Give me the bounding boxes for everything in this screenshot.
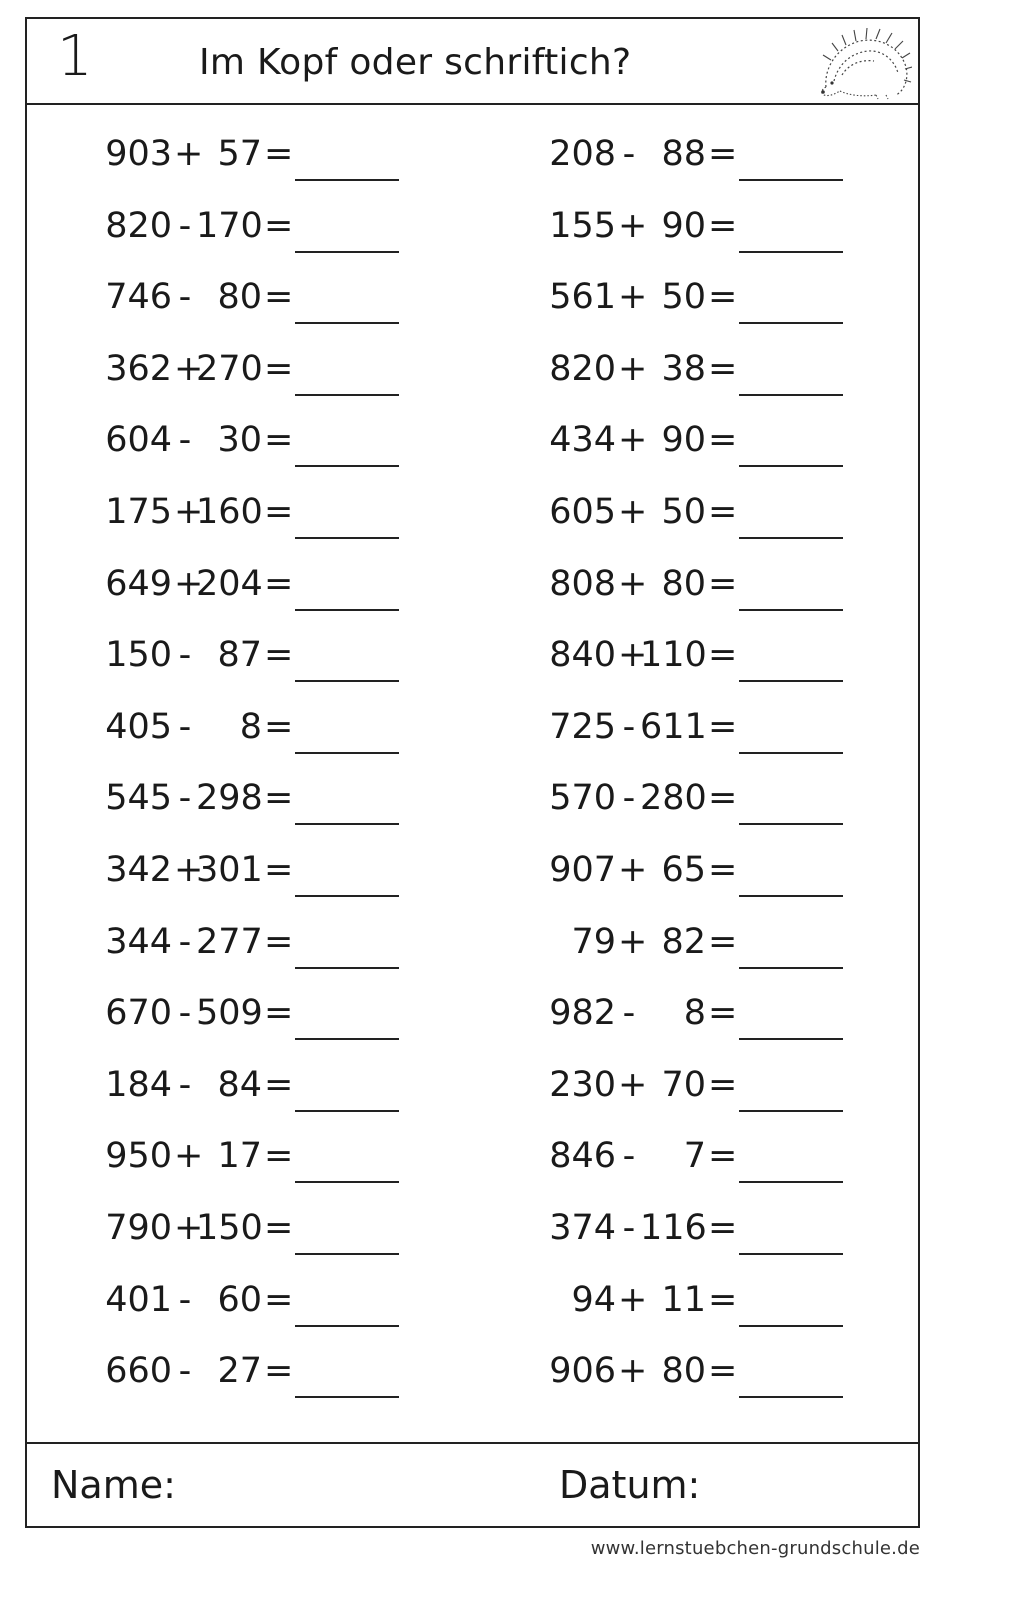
- answer-blank[interactable]: [295, 394, 399, 396]
- task-row: [546, 563, 876, 639]
- equals-sign: =: [708, 635, 738, 676]
- second-operand: 17: [217, 1136, 262, 1177]
- operator: +: [174, 1207, 204, 1248]
- second-operand: 204: [196, 563, 263, 604]
- task-row: [102, 134, 432, 209]
- equals-sign: =: [264, 491, 294, 532]
- answer-blank[interactable]: [295, 1181, 399, 1183]
- first-operand: 434: [549, 420, 616, 461]
- answer-blank[interactable]: [739, 1325, 843, 1327]
- second-operand: 116: [640, 1207, 707, 1248]
- first-operand: 950: [105, 1136, 172, 1177]
- task-row: [546, 1136, 876, 1211]
- first-operand: 808: [549, 563, 616, 604]
- operator: +: [618, 921, 648, 962]
- first-operand: 605: [549, 491, 616, 532]
- second-operand: 280: [640, 778, 707, 819]
- equals-sign: =: [264, 563, 294, 604]
- equals-sign: =: [264, 1064, 294, 1105]
- sheet-number: 1: [57, 24, 93, 89]
- task-row: [546, 277, 876, 352]
- first-operand: 94: [571, 1279, 616, 1320]
- task-row: [546, 1351, 876, 1426]
- operator: +: [618, 635, 648, 676]
- equals-sign: =: [708, 778, 738, 819]
- answer-blank[interactable]: [739, 1396, 843, 1398]
- operator: -: [178, 277, 192, 318]
- task-row: [546, 420, 876, 495]
- first-operand: 230: [549, 1064, 616, 1105]
- answer-blank[interactable]: [295, 1325, 399, 1327]
- equals-sign: =: [264, 205, 294, 246]
- worksheet-header: [27, 19, 918, 105]
- answer-blank[interactable]: [295, 1038, 399, 1040]
- first-operand: 725: [549, 706, 616, 747]
- first-operand: 561: [549, 277, 616, 318]
- answer-blank[interactable]: [295, 179, 399, 181]
- operator: +: [174, 134, 204, 174]
- task-row: [546, 1207, 876, 1283]
- task-row: [102, 706, 432, 782]
- first-operand: 906: [549, 1351, 616, 1392]
- answer-blank[interactable]: [739, 895, 843, 897]
- operator: -: [622, 134, 636, 174]
- operator: -: [622, 1207, 636, 1248]
- answer-blank[interactable]: [295, 537, 399, 539]
- operator: +: [618, 348, 648, 389]
- second-operand: 80: [661, 563, 706, 604]
- first-operand: 155: [549, 205, 616, 246]
- answer-blank[interactable]: [295, 609, 399, 611]
- task-row: [546, 706, 876, 782]
- operator: -: [178, 1351, 192, 1392]
- operator: +: [174, 1136, 204, 1177]
- second-operand: 7: [683, 1136, 706, 1177]
- second-operand: 150: [196, 1207, 263, 1248]
- answer-blank[interactable]: [295, 465, 399, 467]
- first-operand: 401: [105, 1279, 172, 1320]
- second-operand: 509: [196, 993, 263, 1034]
- answer-blank[interactable]: [739, 179, 843, 181]
- equals-sign: =: [264, 635, 294, 676]
- equals-sign: =: [708, 849, 738, 890]
- second-operand: 50: [661, 277, 706, 318]
- second-operand: 70: [661, 1064, 706, 1105]
- operator: +: [618, 205, 648, 246]
- second-operand: 57: [217, 134, 262, 174]
- task-row: [546, 635, 876, 710]
- equals-sign: =: [708, 1136, 738, 1177]
- task-row: [102, 778, 432, 853]
- answer-blank[interactable]: [295, 322, 399, 324]
- task-row: [546, 348, 876, 424]
- first-operand: 545: [105, 778, 172, 819]
- answer-blank[interactable]: [295, 1253, 399, 1255]
- first-operand: 374: [549, 1207, 616, 1248]
- first-operand: 790: [105, 1207, 172, 1248]
- first-operand: 820: [549, 348, 616, 389]
- task-row: [546, 849, 876, 925]
- equals-sign: =: [708, 205, 738, 246]
- first-operand: 746: [105, 277, 172, 318]
- answer-blank[interactable]: [739, 537, 843, 539]
- operator: +: [618, 849, 648, 890]
- second-operand: 30: [217, 420, 262, 461]
- first-operand: 150: [105, 635, 172, 676]
- task-row: [102, 348, 432, 424]
- first-operand: 649: [105, 563, 172, 604]
- first-operand: 342: [105, 849, 172, 890]
- name-label: Name:: [51, 1463, 176, 1507]
- worksheet: [25, 17, 920, 1528]
- answer-blank[interactable]: [295, 1396, 399, 1398]
- task-row: [102, 205, 432, 281]
- equals-sign: =: [264, 1279, 294, 1320]
- website-url: www.lernstuebchen-grundschule.de: [590, 1538, 920, 1559]
- operator: -: [622, 706, 636, 747]
- first-operand: 344: [105, 921, 172, 962]
- second-operand: 160: [196, 491, 263, 532]
- second-operand: 87: [217, 635, 262, 676]
- operator: +: [618, 1279, 648, 1320]
- task-row: [102, 1351, 432, 1426]
- equals-sign: =: [708, 563, 738, 604]
- answer-blank[interactable]: [739, 394, 843, 396]
- first-operand: 405: [105, 706, 172, 747]
- answer-blank[interactable]: [739, 1110, 843, 1112]
- equals-sign: =: [708, 993, 738, 1034]
- answer-blank[interactable]: [739, 967, 843, 969]
- answer-blank[interactable]: [739, 465, 843, 467]
- equals-sign: =: [264, 420, 294, 461]
- operator: -: [622, 1136, 636, 1177]
- equals-sign: =: [264, 277, 294, 318]
- answer-blank[interactable]: [739, 680, 843, 682]
- operator: -: [178, 778, 192, 819]
- second-operand: 90: [661, 205, 706, 246]
- equals-sign: =: [708, 706, 738, 747]
- answer-blank[interactable]: [295, 895, 399, 897]
- answer-blank[interactable]: [739, 1181, 843, 1183]
- first-operand: 982: [549, 993, 616, 1034]
- task-area: [27, 105, 918, 1446]
- task-row: [546, 491, 876, 567]
- second-operand: 170: [196, 205, 263, 246]
- answer-blank[interactable]: [295, 251, 399, 253]
- operator: -: [622, 778, 636, 819]
- task-row: [546, 205, 876, 281]
- task-row: [102, 277, 432, 352]
- operator: -: [178, 205, 192, 246]
- first-operand: 604: [105, 420, 172, 461]
- task-row: [102, 921, 432, 997]
- operator: -: [178, 1279, 192, 1320]
- operator: +: [618, 1064, 648, 1105]
- task-row: [102, 993, 432, 1068]
- equals-sign: =: [264, 706, 294, 747]
- answer-blank[interactable]: [739, 322, 843, 324]
- answer-blank[interactable]: [295, 680, 399, 682]
- second-operand: 50: [661, 491, 706, 532]
- operator: -: [178, 420, 192, 461]
- answer-blank[interactable]: [295, 967, 399, 969]
- answer-blank[interactable]: [739, 752, 843, 754]
- equals-sign: =: [264, 921, 294, 962]
- second-operand: 27: [217, 1351, 262, 1392]
- second-operand: 84: [217, 1064, 262, 1105]
- equals-sign: =: [708, 134, 738, 174]
- task-row: [546, 134, 876, 209]
- task-row: [102, 1207, 432, 1283]
- operator: -: [178, 706, 192, 747]
- second-operand: 270: [196, 348, 263, 389]
- operator: -: [178, 921, 192, 962]
- second-operand: 80: [661, 1351, 706, 1392]
- equals-sign: =: [264, 134, 294, 174]
- task-row: [102, 491, 432, 567]
- task-row: [546, 1064, 876, 1140]
- first-operand: 840: [549, 635, 616, 676]
- first-operand: 907: [549, 849, 616, 890]
- task-row: [546, 778, 876, 853]
- equals-sign: =: [708, 420, 738, 461]
- second-operand: 80: [217, 277, 262, 318]
- equals-sign: =: [264, 993, 294, 1034]
- second-operand: 65: [661, 849, 706, 890]
- operator: +: [618, 1351, 648, 1392]
- task-row: [102, 1064, 432, 1140]
- first-operand: 660: [105, 1351, 172, 1392]
- task-row: [546, 1279, 876, 1355]
- operator: -: [622, 993, 636, 1034]
- answer-blank[interactable]: [295, 823, 399, 825]
- equals-sign: =: [264, 849, 294, 890]
- second-operand: 110: [640, 635, 707, 676]
- task-column-left: [102, 134, 432, 1426]
- operator: -: [178, 1064, 192, 1105]
- operator: +: [174, 348, 204, 389]
- equals-sign: =: [264, 778, 294, 819]
- task-row: [102, 1136, 432, 1211]
- task-row: [102, 420, 432, 495]
- answer-blank[interactable]: [295, 752, 399, 754]
- operator: -: [178, 635, 192, 676]
- equals-sign: =: [708, 277, 738, 318]
- operator: +: [174, 849, 204, 890]
- second-operand: 277: [196, 921, 263, 962]
- first-operand: 903: [105, 134, 172, 174]
- equals-sign: =: [708, 921, 738, 962]
- task-row: [102, 563, 432, 639]
- operator: +: [174, 491, 204, 532]
- task-row: [102, 849, 432, 925]
- hedgehog-icon: [816, 25, 912, 101]
- second-operand: 8: [239, 706, 262, 747]
- equals-sign: =: [264, 1207, 294, 1248]
- first-operand: 184: [105, 1064, 172, 1105]
- equals-sign: =: [264, 348, 294, 389]
- first-operand: 570: [549, 778, 616, 819]
- operator: +: [618, 420, 648, 461]
- equals-sign: =: [708, 348, 738, 389]
- second-operand: 90: [661, 420, 706, 461]
- equals-sign: =: [708, 1064, 738, 1105]
- task-row: [102, 1279, 432, 1355]
- first-operand: 79: [571, 921, 616, 962]
- second-operand: 38: [661, 348, 706, 389]
- operator: +: [618, 563, 648, 604]
- equals-sign: =: [264, 1136, 294, 1177]
- worksheet-footer: [27, 1442, 918, 1526]
- task-row: [546, 921, 876, 997]
- answer-blank[interactable]: [739, 1253, 843, 1255]
- equals-sign: =: [708, 1207, 738, 1248]
- equals-sign: =: [708, 1279, 738, 1320]
- first-operand: 820: [105, 205, 172, 246]
- answer-blank[interactable]: [295, 1110, 399, 1112]
- first-operand: 175: [105, 491, 172, 532]
- second-operand: 82: [661, 921, 706, 962]
- answer-blank[interactable]: [739, 823, 843, 825]
- equals-sign: =: [264, 1351, 294, 1392]
- second-operand: 298: [196, 778, 263, 819]
- second-operand: 611: [640, 706, 707, 747]
- operator: +: [618, 277, 648, 318]
- second-operand: 60: [217, 1279, 262, 1320]
- operator: -: [178, 993, 192, 1034]
- equals-sign: =: [708, 491, 738, 532]
- first-operand: 670: [105, 993, 172, 1034]
- second-operand: 11: [661, 1279, 706, 1320]
- task-column-right: [546, 134, 876, 1426]
- answer-blank[interactable]: [739, 1038, 843, 1040]
- answer-blank[interactable]: [739, 609, 843, 611]
- operator: +: [174, 563, 204, 604]
- date-label: Datum:: [559, 1463, 701, 1507]
- equals-sign: =: [708, 1351, 738, 1392]
- first-operand: 208: [549, 134, 616, 174]
- first-operand: 362: [105, 348, 172, 389]
- second-operand: 88: [661, 134, 706, 174]
- second-operand: 8: [683, 993, 706, 1034]
- operator: +: [618, 491, 648, 532]
- answer-blank[interactable]: [739, 251, 843, 253]
- page-title: Im Kopf oder schriftich?: [199, 42, 632, 83]
- second-operand: 301: [196, 849, 263, 890]
- first-operand: 846: [549, 1136, 616, 1177]
- task-row: [546, 993, 876, 1068]
- task-row: [102, 635, 432, 710]
